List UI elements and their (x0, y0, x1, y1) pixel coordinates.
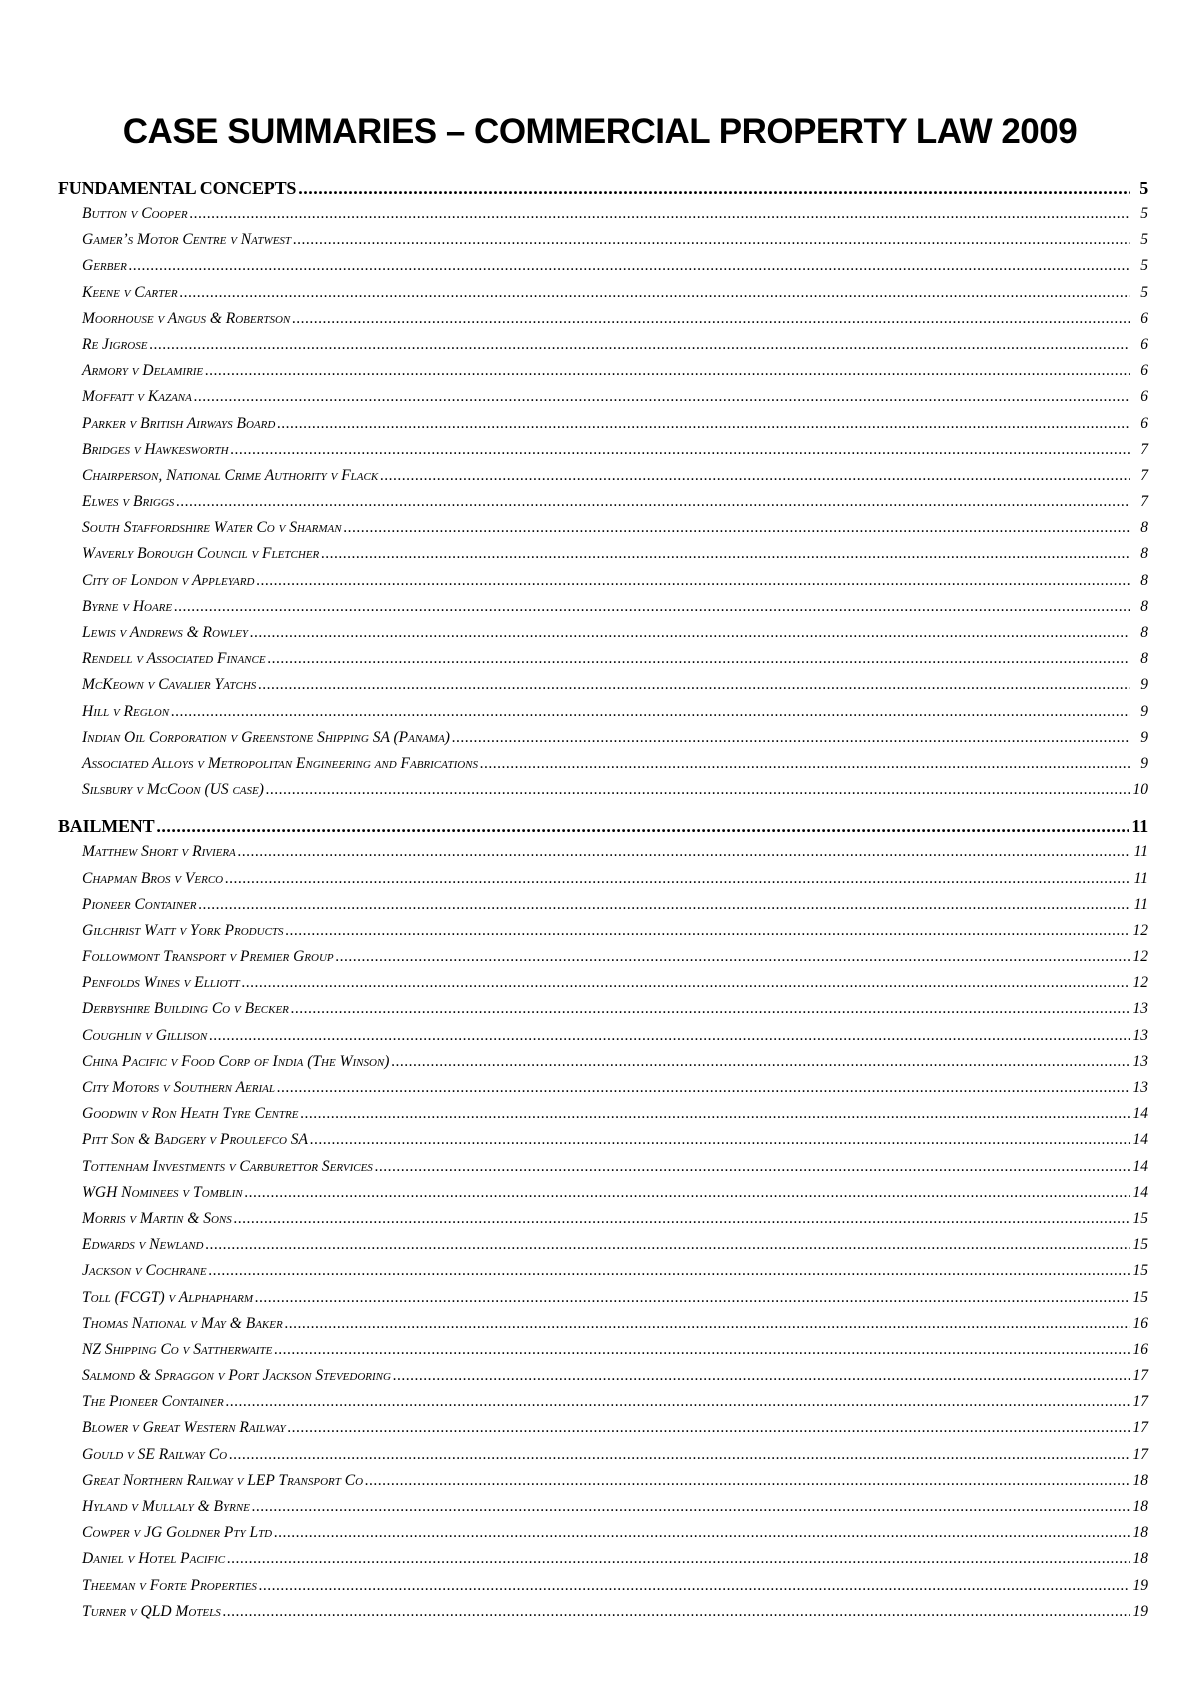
toc-page-number: 8 (1140, 519, 1148, 537)
toc-leader-dots (268, 646, 1130, 672)
toc-page-number: 13 (1132, 1079, 1148, 1096)
toc-leader-dots (298, 175, 1130, 201)
toc-leader-dots (255, 1285, 1130, 1311)
toc-page-number: 8 (1140, 624, 1148, 641)
toc-page-number: 6 (1140, 309, 1148, 327)
toc-page-number: 12 (1132, 948, 1148, 966)
toc-heading-label: BAILMENT (58, 816, 155, 837)
toc-leader-dots (380, 463, 1130, 489)
toc-page-number: 8 (1140, 571, 1148, 589)
toc-entry[interactable] (58, 437, 1148, 463)
toc-entry[interactable] (58, 1101, 1148, 1127)
toc-page-number: 17 (1132, 1445, 1148, 1463)
toc-page-number: 16 (1132, 1314, 1148, 1332)
toc-leader-dots (277, 411, 1130, 437)
toc-leader-dots (229, 1442, 1130, 1468)
toc-entry[interactable] (58, 866, 1148, 892)
toc-entry-label: Toll (FCGT) v Alphapharm (82, 1288, 254, 1306)
toc-leader-dots (256, 568, 1130, 594)
document-title: CASE SUMMARIES – COMMERCIAL PROPERTY LAW 2009 (122, 112, 1078, 151)
toc-entry-label: South Staffordshire Water Co v Sharman (82, 519, 342, 537)
toc-entry-label: Chairperson, National Crime Authority v Flack (82, 466, 379, 484)
toc-entry-label: Re Jigrose (82, 335, 148, 353)
toc-entry[interactable] (58, 306, 1148, 332)
toc-leader-dots (274, 1337, 1130, 1363)
toc-entry[interactable] (58, 620, 1148, 646)
toc-entry-label: Elwes v Briggs (82, 493, 175, 511)
toc-page-number: 9 (1140, 702, 1148, 720)
toc-page-number: 7 (1140, 440, 1148, 458)
toc-page-number: 13 (1132, 1026, 1148, 1044)
toc-entry-label: Morris v Martin & Sons (82, 1209, 232, 1227)
toc-leader-dots (180, 280, 1130, 306)
toc-entry[interactable] (58, 1206, 1148, 1232)
toc-entry-label: Byrne v Hoare (82, 597, 173, 615)
toc-entry[interactable] (58, 1599, 1148, 1625)
toc-entry-label: NZ Shipping Co v Sattherwaite (82, 1340, 273, 1358)
toc-entry[interactable] (58, 1415, 1148, 1441)
toc-entry-label: Theeman v Forte Properties (82, 1576, 257, 1594)
toc-leader-dots (274, 1520, 1130, 1546)
toc-entry-label: Moffatt v Kazana (82, 388, 192, 406)
toc-leader-dots (259, 1573, 1130, 1599)
toc-entry-label: Keene v Carter (82, 283, 178, 301)
toc-entry-label: City Motors v Southern Aerial (82, 1079, 275, 1096)
toc-entry[interactable] (58, 201, 1148, 227)
toc-entry[interactable] (58, 725, 1148, 751)
toc-entry[interactable] (58, 1127, 1148, 1153)
toc-entry-label: Parker v British Airways Board (82, 414, 276, 432)
toc-entry-label: Followmont Transport v Premier Group (82, 948, 334, 966)
toc-entry-label: Rendell v Associated Finance (82, 650, 266, 668)
toc-page-number: 15 (1132, 1262, 1148, 1280)
toc-entry-label: Goodwin v Ron Heath Tyre Centre (82, 1105, 299, 1123)
toc-leader-dots (242, 970, 1130, 996)
toc-page-number: 13 (1132, 1000, 1148, 1018)
toc-entry[interactable] (58, 918, 1148, 944)
toc-leader-dots (129, 253, 1130, 279)
toc-entry-label: Gould v SE Railway Co (82, 1445, 228, 1463)
toc-leader-dots (174, 594, 1130, 620)
toc-leader-dots (393, 1363, 1130, 1389)
toc-page-number: 10 (1132, 781, 1148, 799)
toc-entry[interactable] (58, 358, 1148, 384)
toc-leader-dots (231, 437, 1130, 463)
toc-section-heading[interactable] (58, 175, 1148, 201)
toc-leader-dots (234, 1206, 1130, 1232)
toc-entry-label: Salmond & Spraggon v Port Jackson Stevedoring (82, 1367, 391, 1385)
toc-leader-dots (149, 332, 1130, 358)
toc-leader-dots (391, 1049, 1130, 1075)
toc-entry-label: Coughlin v Gillison (82, 1026, 208, 1044)
toc-leader-dots (336, 944, 1130, 970)
toc-leader-dots (209, 1023, 1130, 1049)
toc-page-number: 9 (1140, 676, 1148, 694)
toc-entry-label: Cowper v JG Goldner Pty Ltd (82, 1524, 273, 1542)
table-of-contents (58, 175, 1148, 1625)
toc-page-number: 9 (1140, 728, 1148, 746)
toc-entry[interactable] (58, 1023, 1148, 1049)
toc-entry[interactable] (58, 489, 1148, 515)
toc-page-number: 18 (1132, 1524, 1148, 1542)
toc-leader-dots (365, 1468, 1130, 1494)
toc-entry[interactable] (58, 944, 1148, 970)
toc-entry-label: Jackson v Cochrane (82, 1262, 207, 1280)
toc-page-number: 8 (1140, 597, 1148, 615)
toc-page-number: 19 (1132, 1576, 1148, 1594)
toc-page-number: 6 (1140, 388, 1148, 406)
toc-leader-dots (171, 699, 1130, 725)
toc-leader-dots (226, 1389, 1130, 1415)
toc-leader-dots (227, 1546, 1130, 1572)
toc-entry[interactable] (58, 463, 1148, 489)
toc-leader-dots (205, 358, 1130, 384)
toc-entry-label: Associated Alloys v Metropolitan Engineering and Fabrications (82, 754, 479, 772)
toc-entry-label: Gamer’s Motor Centre v Natwest (82, 231, 292, 249)
toc-leader-dots (199, 892, 1130, 918)
toc-page-number: 6 (1140, 414, 1148, 432)
toc-page-number: 14 (1132, 1105, 1148, 1123)
toc-entry-label: City of London v Appleyard (82, 571, 255, 589)
toc-page-number: 18 (1132, 1550, 1148, 1568)
toc-page-number: 8 (1140, 545, 1148, 563)
toc-entry-label: Penfolds Wines v Elliott (82, 974, 240, 992)
toc-entry[interactable] (58, 541, 1148, 567)
toc-entry[interactable] (58, 892, 1148, 918)
toc-page-number: 16 (1132, 1340, 1148, 1358)
toc-page-number: 14 (1132, 1183, 1148, 1201)
toc-leader-dots (206, 1232, 1131, 1258)
toc-entry-label: Thomas National v May & Baker (82, 1314, 283, 1332)
toc-entry[interactable] (58, 1075, 1148, 1101)
toc-leader-dots (194, 384, 1130, 410)
toc-entry[interactable] (58, 970, 1148, 996)
toc-leader-dots (375, 1154, 1130, 1180)
toc-leader-dots (452, 725, 1130, 751)
toc-leader-dots (286, 918, 1130, 944)
toc-page-number: 9 (1140, 754, 1148, 772)
toc-entry-label: The Pioneer Container (82, 1393, 224, 1411)
toc-entry-label: Button v Cooper (82, 205, 188, 222)
toc-entry-label: Turner v QLD Motels (82, 1602, 221, 1620)
toc-section (58, 813, 1148, 1625)
toc-entry-label: Waverly Borough Council v Fletcher (82, 545, 320, 563)
toc-entry-label: Great Northern Railway v LEP Transport Co (82, 1471, 364, 1489)
toc-leader-dots (288, 1415, 1130, 1441)
toc-leader-dots (344, 515, 1130, 541)
toc-page-number: 5 (1140, 205, 1148, 222)
toc-entry[interactable] (58, 515, 1148, 541)
toc-entry[interactable] (58, 1232, 1148, 1258)
toc-leader-dots (245, 1180, 1130, 1206)
toc-page-number: 8 (1140, 650, 1148, 668)
toc-entry-label: Chapman Bros v Verco (82, 869, 224, 887)
toc-entry-label: Bridges v Hawkesworth (82, 440, 229, 458)
toc-entry-label: Blower v Great Western Railway (82, 1419, 286, 1437)
toc-entry-label: WGH Nominees v Tomblin (82, 1183, 243, 1201)
toc-leader-dots (238, 839, 1130, 865)
toc-leader-dots (176, 489, 1130, 515)
toc-entry-label: Pitt Son & Badgery v Proulefco SA (82, 1131, 308, 1149)
toc-entry[interactable] (58, 227, 1148, 253)
toc-entry[interactable] (58, 839, 1148, 865)
toc-entry[interactable] (58, 384, 1148, 410)
toc-page-number: 17 (1132, 1419, 1148, 1437)
toc-entry[interactable] (58, 280, 1148, 306)
toc-entry-label: Gilchrist Watt v York Products (82, 921, 284, 939)
toc-page-number: 11 (1133, 869, 1148, 887)
toc-page-number: 11 (1131, 816, 1148, 837)
toc-entry-label: Edwards v Newland (82, 1236, 204, 1254)
toc-entry[interactable] (58, 1468, 1148, 1494)
toc-entry[interactable] (58, 1258, 1148, 1284)
toc-entry[interactable] (58, 1494, 1148, 1520)
toc-page-number: 5 (1140, 283, 1148, 301)
toc-entry[interactable] (58, 1180, 1148, 1206)
toc-entry-label: Lewis v Andrews & Rowley (82, 624, 249, 641)
toc-leader-dots (223, 1599, 1130, 1625)
toc-leader-dots (258, 672, 1130, 698)
toc-leader-dots (277, 1075, 1130, 1101)
toc-leader-dots (252, 1494, 1130, 1520)
toc-entry-label: Derbyshire Building Co v Becker (82, 1000, 289, 1018)
toc-leader-dots (293, 227, 1130, 253)
toc-entry-label: Matthew Short v Riviera (82, 843, 236, 861)
toc-section-heading[interactable] (58, 813, 1148, 839)
toc-leader-dots (291, 996, 1130, 1022)
toc-entry[interactable] (58, 777, 1148, 803)
toc-page-number: 12 (1132, 921, 1148, 939)
toc-entry-label: Armory v Delamirie (82, 362, 204, 380)
toc-entry-label: Tottenham Investments v Carburettor Services (82, 1157, 373, 1175)
toc-entry[interactable] (58, 1363, 1148, 1389)
toc-entry-label: China Pacific v Food Corp of India (The Winson) (82, 1052, 390, 1070)
toc-page-number: 5 (1140, 231, 1148, 249)
toc-entry-label: McKeown v Cavalier Yatchs (82, 676, 257, 694)
toc-page-number: 11 (1133, 895, 1148, 913)
toc-leader-dots (225, 866, 1130, 892)
toc-page-number: 7 (1140, 493, 1148, 511)
toc-entry[interactable] (58, 751, 1148, 777)
toc-page-number: 15 (1132, 1236, 1148, 1254)
toc-page-number: 14 (1132, 1131, 1148, 1149)
toc-leader-dots (310, 1127, 1130, 1153)
toc-leader-dots (266, 777, 1130, 803)
toc-page-number: 5 (1140, 257, 1148, 275)
toc-page-number: 18 (1132, 1498, 1148, 1515)
toc-entry[interactable] (58, 253, 1148, 279)
toc-page-number: 17 (1132, 1367, 1148, 1385)
toc-entry[interactable] (58, 1337, 1148, 1363)
toc-entry-label: Silsbury v McCoon (US case) (82, 781, 264, 799)
toc-section (58, 175, 1148, 803)
toc-entry[interactable] (58, 699, 1148, 725)
toc-entry[interactable] (58, 1049, 1148, 1075)
toc-entry-label: Daniel v Hotel Pacific (82, 1550, 226, 1568)
toc-entry[interactable] (58, 411, 1148, 437)
toc-page-number: 15 (1132, 1209, 1148, 1227)
toc-entry[interactable] (58, 1442, 1148, 1468)
toc-entry[interactable] (58, 1154, 1148, 1180)
toc-page-number: 6 (1140, 335, 1148, 353)
toc-entry[interactable] (58, 672, 1148, 698)
toc-leader-dots (209, 1258, 1130, 1284)
toc-heading-label: FUNDAMENTAL CONCEPTS (58, 178, 297, 198)
toc-leader-dots (190, 201, 1130, 227)
toc-entry-label: Moorhouse v Angus & Robertson (82, 309, 291, 327)
toc-entry-label: Hyland v Mullaly & Byrne (82, 1498, 250, 1515)
toc-leader-dots (480, 751, 1130, 777)
toc-entry[interactable] (58, 1285, 1148, 1311)
toc-page-number: 7 (1140, 466, 1148, 484)
toc-entry[interactable] (58, 996, 1148, 1022)
toc-page-number: 12 (1132, 974, 1148, 992)
toc-page-number: 15 (1132, 1288, 1148, 1306)
toc-page-number: 14 (1132, 1157, 1148, 1175)
toc-page-number: 11 (1133, 843, 1148, 861)
toc-entry-label: Gerber (82, 257, 127, 275)
toc-page-number: 17 (1132, 1393, 1148, 1411)
toc-entry[interactable] (58, 1311, 1148, 1337)
toc-leader-dots (292, 306, 1130, 332)
toc-entry[interactable] (58, 594, 1148, 620)
toc-leader-dots (156, 813, 1129, 839)
toc-page-number: 13 (1132, 1052, 1148, 1070)
toc-leader-dots (321, 541, 1130, 567)
toc-entry[interactable] (58, 1389, 1148, 1415)
toc-leader-dots (250, 620, 1130, 646)
toc-entry[interactable] (58, 568, 1148, 594)
toc-entry[interactable] (58, 1520, 1148, 1546)
toc-page-number: 6 (1140, 362, 1148, 380)
toc-entry-label: Hill v Reglon (82, 702, 170, 720)
toc-entry[interactable] (58, 332, 1148, 358)
toc-leader-dots (300, 1101, 1130, 1127)
toc-page-number: 19 (1132, 1602, 1148, 1620)
toc-entry[interactable] (58, 1573, 1148, 1599)
toc-entry[interactable] (58, 646, 1148, 672)
toc-page-number: 5 (1139, 178, 1148, 198)
toc-entry-label: Pioneer Container (82, 895, 197, 913)
toc-page-number: 18 (1132, 1471, 1148, 1489)
toc-leader-dots (285, 1311, 1130, 1337)
toc-entry[interactable] (58, 1546, 1148, 1572)
toc-entry-label: Indian Oil Corporation v Greenstone Shipping SA (Panama) (82, 728, 450, 746)
